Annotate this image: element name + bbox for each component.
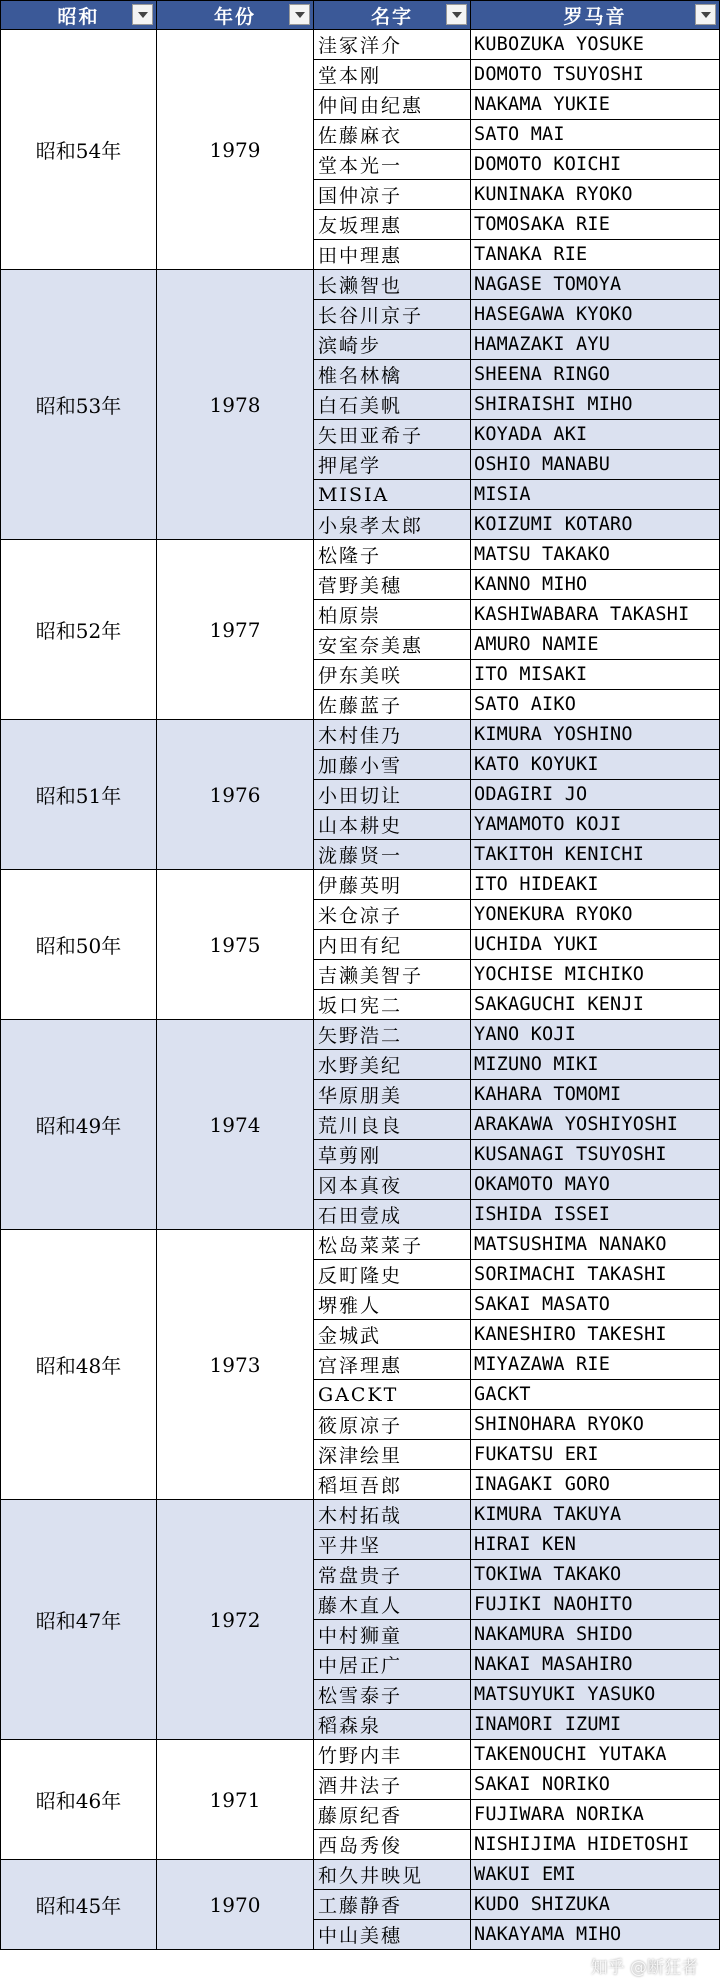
header-era: 昭和 bbox=[1, 1, 157, 30]
romaji-cell: ODAGIRI JO bbox=[471, 780, 720, 810]
year-cell: 1976 bbox=[157, 720, 314, 870]
name-cell: 中村狮童 bbox=[314, 1620, 471, 1650]
era-cell: 昭和54年 bbox=[1, 30, 157, 270]
table-row bbox=[1, 1500, 720, 1530]
romaji-cell: INAGAKI GORO bbox=[471, 1470, 720, 1500]
year-cell: 1975 bbox=[157, 870, 314, 1020]
filter-dropdown-icon[interactable] bbox=[289, 4, 310, 25]
name-cell: 坂口宪二 bbox=[314, 990, 471, 1020]
romaji-cell: SHEENA RINGO bbox=[471, 360, 720, 390]
name-cell: 泷藤贤一 bbox=[314, 840, 471, 870]
romaji-cell: MIYAZAWA RIE bbox=[471, 1350, 720, 1380]
table-row bbox=[1, 30, 720, 60]
romaji-cell: TANAKA RIE bbox=[471, 240, 720, 270]
header-romaji: 罗马音 bbox=[471, 1, 720, 30]
name-cell: 冈本真夜 bbox=[314, 1170, 471, 1200]
romaji-cell: MISIA bbox=[471, 480, 720, 510]
name-cell: 堂本光一 bbox=[314, 150, 471, 180]
name-cell: 矢田亚希子 bbox=[314, 420, 471, 450]
name-cell: 白石美帆 bbox=[314, 390, 471, 420]
romaji-cell: SHIRAISHI MIHO bbox=[471, 390, 720, 420]
name-cell: 西岛秀俊 bbox=[314, 1830, 471, 1860]
romaji-cell: HASEGAWA KYOKO bbox=[471, 300, 720, 330]
romaji-cell: ITO HIDEAKI bbox=[471, 870, 720, 900]
name-cell: 加藤小雪 bbox=[314, 750, 471, 780]
filter-dropdown-icon[interactable] bbox=[695, 4, 716, 25]
romaji-cell: UCHIDA YUKI bbox=[471, 930, 720, 960]
romaji-cell: SAKAGUCHI KENJI bbox=[471, 990, 720, 1020]
romaji-cell: SAKAI MASATO bbox=[471, 1290, 720, 1320]
name-cell: 山本耕史 bbox=[314, 810, 471, 840]
filter-dropdown-icon[interactable] bbox=[132, 4, 153, 25]
name-cell: 洼冢洋介 bbox=[314, 30, 471, 60]
name-cell: 堺雅人 bbox=[314, 1290, 471, 1320]
name-cell: 伊东美咲 bbox=[314, 660, 471, 690]
romaji-cell: YANO KOJI bbox=[471, 1020, 720, 1050]
name-cell: 金城武 bbox=[314, 1320, 471, 1350]
name-cell: 友坂理惠 bbox=[314, 210, 471, 240]
romaji-cell: ITO MISAKI bbox=[471, 660, 720, 690]
romaji-cell: ISHIDA ISSEI bbox=[471, 1200, 720, 1230]
romaji-cell: TOKIWA TAKAKO bbox=[471, 1560, 720, 1590]
romaji-cell: SATO AIKO bbox=[471, 690, 720, 720]
name-cell: 平井坚 bbox=[314, 1530, 471, 1560]
romaji-cell: SHINOHARA RYOKO bbox=[471, 1410, 720, 1440]
romaji-cell: MIZUNO MIKI bbox=[471, 1050, 720, 1080]
name-cell: 和久井映见 bbox=[314, 1860, 471, 1890]
name-cell: 竹野内丰 bbox=[314, 1740, 471, 1770]
name-cell: 米仓凉子 bbox=[314, 900, 471, 930]
name-cell: 菅野美穗 bbox=[314, 570, 471, 600]
romaji-cell: KANNO MIHO bbox=[471, 570, 720, 600]
name-cell: 木村拓哉 bbox=[314, 1500, 471, 1530]
romaji-cell: MATSUSHIMA NANAKO bbox=[471, 1230, 720, 1260]
romaji-cell: KANESHIRO TAKESHI bbox=[471, 1320, 720, 1350]
table-row bbox=[1, 870, 720, 900]
name-cell: 松隆子 bbox=[314, 540, 471, 570]
year-cell: 1973 bbox=[157, 1230, 314, 1500]
name-cell: 小田切让 bbox=[314, 780, 471, 810]
name-cell: 矢野浩二 bbox=[314, 1020, 471, 1050]
name-cell: 木村佳乃 bbox=[314, 720, 471, 750]
name-cell: 华原朋美 bbox=[314, 1080, 471, 1110]
name-cell: 滨崎步 bbox=[314, 330, 471, 360]
romaji-cell: KATO KOYUKI bbox=[471, 750, 720, 780]
romaji-cell: OSHIO MANABU bbox=[471, 450, 720, 480]
name-cell: 小泉孝太郎 bbox=[314, 510, 471, 540]
name-cell: 伊藤英明 bbox=[314, 870, 471, 900]
era-cell: 昭和47年 bbox=[1, 1500, 157, 1740]
romaji-cell: GACKT bbox=[471, 1380, 720, 1410]
name-cell: 堂本刚 bbox=[314, 60, 471, 90]
romaji-cell: KUSANAGI TSUYOSHI bbox=[471, 1140, 720, 1170]
romaji-cell: KUDO SHIZUKA bbox=[471, 1890, 720, 1920]
year-cell: 1979 bbox=[157, 30, 314, 270]
romaji-cell: YAMAMOTO KOJI bbox=[471, 810, 720, 840]
romaji-cell: KOIZUMI KOTARO bbox=[471, 510, 720, 540]
romaji-cell: NAKAMA YUKIE bbox=[471, 90, 720, 120]
name-cell: 酒井法子 bbox=[314, 1770, 471, 1800]
table-row bbox=[1, 270, 720, 300]
name-cell: 柏原崇 bbox=[314, 600, 471, 630]
table-row bbox=[1, 1020, 720, 1050]
romaji-cell: ARAKAWA YOSHIYOSHI bbox=[471, 1110, 720, 1140]
romaji-cell: KIMURA TAKUYA bbox=[471, 1500, 720, 1530]
romaji-cell: MATSU TAKAKO bbox=[471, 540, 720, 570]
romaji-cell: NAKAMURA SHIDO bbox=[471, 1620, 720, 1650]
header-year: 年份 bbox=[157, 1, 314, 30]
romaji-cell: KIMURA YOSHINO bbox=[471, 720, 720, 750]
name-cell: 宫泽理惠 bbox=[314, 1350, 471, 1380]
year-cell: 1974 bbox=[157, 1020, 314, 1230]
name-cell: 稻森泉 bbox=[314, 1710, 471, 1740]
name-cell: 佐藤麻衣 bbox=[314, 120, 471, 150]
era-cell: 昭和53年 bbox=[1, 270, 157, 540]
romaji-cell: KAHARA TOMOMI bbox=[471, 1080, 720, 1110]
romaji-cell: YOCHISE MICHIKO bbox=[471, 960, 720, 990]
romaji-cell: MATSUYUKI YASUKO bbox=[471, 1680, 720, 1710]
name-cell: 草剪刚 bbox=[314, 1140, 471, 1170]
romaji-cell: HIRAI KEN bbox=[471, 1530, 720, 1560]
header-name: 名字 bbox=[314, 1, 471, 30]
table-body bbox=[1, 30, 720, 1950]
name-cell: MISIA bbox=[314, 480, 471, 510]
name-cell: 工藤静香 bbox=[314, 1890, 471, 1920]
name-cell: 国仲凉子 bbox=[314, 180, 471, 210]
name-cell: 松雪泰子 bbox=[314, 1680, 471, 1710]
year-cell: 1971 bbox=[157, 1740, 314, 1860]
romaji-cell: KASHIWABARA TAKASHI bbox=[471, 600, 720, 630]
table-row bbox=[1, 540, 720, 570]
romaji-cell: KOYADA AKI bbox=[471, 420, 720, 450]
name-cell: 石田壹成 bbox=[314, 1200, 471, 1230]
name-cell: 稻垣吾郎 bbox=[314, 1470, 471, 1500]
name-cell: 松岛菜菜子 bbox=[314, 1230, 471, 1260]
romaji-cell: TAKENOUCHI YUTAKA bbox=[471, 1740, 720, 1770]
name-cell: 仲间由纪惠 bbox=[314, 90, 471, 120]
name-cell: 长濑智也 bbox=[314, 270, 471, 300]
romaji-cell: KUNINAKA RYOKO bbox=[471, 180, 720, 210]
year-cell: 1972 bbox=[157, 1500, 314, 1740]
name-cell: 长谷川京子 bbox=[314, 300, 471, 330]
romaji-cell: KUBOZUKA YOSUKE bbox=[471, 30, 720, 60]
name-cell: 吉濑美智子 bbox=[314, 960, 471, 990]
romaji-cell: SAKAI NORIKO bbox=[471, 1770, 720, 1800]
table-row bbox=[1, 720, 720, 750]
romaji-cell: DOMOTO TSUYOSHI bbox=[471, 60, 720, 90]
romaji-cell: HAMAZAKI AYU bbox=[471, 330, 720, 360]
romaji-cell: SORIMACHI TAKASHI bbox=[471, 1260, 720, 1290]
name-cell: 藤木直人 bbox=[314, 1590, 471, 1620]
table-row bbox=[1, 1860, 720, 1890]
name-cell: 荒川良良 bbox=[314, 1110, 471, 1140]
era-cell: 昭和50年 bbox=[1, 870, 157, 1020]
romaji-cell: NAGASE TOMOYA bbox=[471, 270, 720, 300]
watermark: 知乎 @断狂者 bbox=[590, 1958, 698, 1978]
year-cell: 1977 bbox=[157, 540, 314, 720]
year-cell: 1970 bbox=[157, 1860, 314, 1950]
name-cell: 筱原凉子 bbox=[314, 1410, 471, 1440]
table-row bbox=[1, 1740, 720, 1770]
romaji-cell: SATO MAI bbox=[471, 120, 720, 150]
name-cell: 内田有纪 bbox=[314, 930, 471, 960]
era-cell: 昭和51年 bbox=[1, 720, 157, 870]
era-cell: 昭和46年 bbox=[1, 1740, 157, 1860]
romaji-cell: TOMOSAKA RIE bbox=[471, 210, 720, 240]
romaji-cell: NISHIJIMA HIDETOSHI bbox=[471, 1830, 720, 1860]
name-cell: 田中理惠 bbox=[314, 240, 471, 270]
romaji-cell: INAMORI IZUMI bbox=[471, 1710, 720, 1740]
romaji-cell: NAKAYAMA MIHO bbox=[471, 1920, 720, 1950]
era-cell: 昭和52年 bbox=[1, 540, 157, 720]
name-cell: 中山美穗 bbox=[314, 1920, 471, 1950]
romaji-cell: NAKAI MASAHIRO bbox=[471, 1650, 720, 1680]
table-row bbox=[1, 1230, 720, 1260]
name-cell: 佐藤蓝子 bbox=[314, 690, 471, 720]
romaji-cell: FUKATSU ERI bbox=[471, 1440, 720, 1470]
romaji-cell: YONEKURA RYOKO bbox=[471, 900, 720, 930]
name-cell: 深津绘里 bbox=[314, 1440, 471, 1470]
romaji-cell: DOMOTO KOICHI bbox=[471, 150, 720, 180]
name-cell: 安室奈美惠 bbox=[314, 630, 471, 660]
name-cell: GACKT bbox=[314, 1380, 471, 1410]
name-cell: 藤原纪香 bbox=[314, 1800, 471, 1830]
name-cell: 椎名林檎 bbox=[314, 360, 471, 390]
romaji-cell: FUJIKI NAOHITO bbox=[471, 1590, 720, 1620]
romaji-cell: WAKUI EMI bbox=[471, 1860, 720, 1890]
filter-dropdown-icon[interactable] bbox=[446, 4, 467, 25]
era-cell: 昭和48年 bbox=[1, 1230, 157, 1500]
name-cell: 水野美纪 bbox=[314, 1050, 471, 1080]
romaji-cell: TAKITOH KENICHI bbox=[471, 840, 720, 870]
name-cell: 反町隆史 bbox=[314, 1260, 471, 1290]
table-header bbox=[1, 1, 720, 30]
romaji-cell: OKAMOTO MAYO bbox=[471, 1170, 720, 1200]
romaji-cell: FUJIWARA NORIKA bbox=[471, 1800, 720, 1830]
name-cell: 押尾学 bbox=[314, 450, 471, 480]
name-cell: 常盘贵子 bbox=[314, 1560, 471, 1590]
era-cell: 昭和49年 bbox=[1, 1020, 157, 1230]
era-cell: 昭和45年 bbox=[1, 1860, 157, 1950]
name-cell: 中居正广 bbox=[314, 1650, 471, 1680]
romaji-cell: AMURO NAMIE bbox=[471, 630, 720, 660]
year-cell: 1978 bbox=[157, 270, 314, 540]
